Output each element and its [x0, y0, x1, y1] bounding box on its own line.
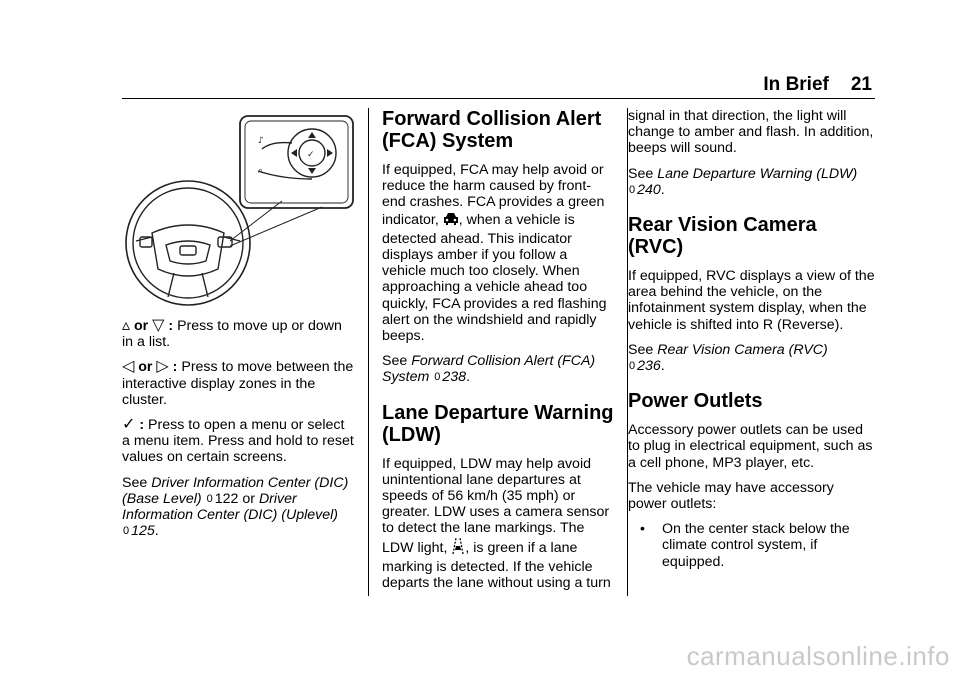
- see-word: See: [628, 341, 654, 358]
- select-paragraph: [122, 417, 354, 466]
- bullet-mark: •: [640, 521, 645, 538]
- dic-base-page-ref[interactable]: 122: [214, 490, 239, 507]
- page-ref-arrow-icon: 0: [123, 525, 130, 538]
- fca-text-a: If equipped, FCA may help avoid or reduce the harm caused by front-end crashes. FCA provides a green indicator,: [382, 162, 605, 228]
- up-arrow-icon: ▵: [122, 317, 131, 334]
- section-title: In Brief: [763, 74, 829, 95]
- rvc-see-paragraph: See Rear Vision Camera (RVC) 0 236.: [628, 341, 828, 375]
- rvc-heading: Rear Vision Camera (RVC): [628, 214, 817, 259]
- check-icon: ✓: [122, 416, 136, 434]
- fca-link[interactable]: Forward Collision Alert (FCA) System: [382, 353, 596, 386]
- bullet-text: On the center stack below the climate control system, if equipped.: [662, 521, 850, 570]
- power-paragraph-2: The vehicle may have accessory power outlets:: [628, 479, 834, 513]
- column-divider-1: [368, 108, 369, 596]
- rvc-paragraph: If equipped, RVC displays a view of the area behind the vehicle, on the infotainment system display, when the vehicle is shifted into R (Reverse).: [628, 268, 875, 333]
- steering-wheel-svg: [122, 113, 356, 313]
- see-word: See: [628, 165, 654, 182]
- see-word: See: [382, 353, 408, 370]
- ldw-text-a: If equipped, LDW may help avoid unintentional lane departures at speeds of 56 km/h (35 mph) or greater. LDW uses a camera sensor to detect the lane markings. The LDW light,: [382, 455, 610, 556]
- colon: :: [139, 417, 145, 434]
- colon: :: [172, 359, 178, 376]
- page-ref-arrow-icon: 0: [629, 183, 636, 196]
- svg-text:✓: ✓: [307, 150, 315, 160]
- ldw-text-b: , is green if a lane marking is detected. If the vehicle departs the lane without using a turn: [382, 539, 611, 592]
- or-word: or: [133, 318, 149, 334]
- or-word: or: [138, 359, 153, 376]
- ldw-link[interactable]: Lane Departure Warning (LDW): [657, 165, 858, 182]
- fca-page-ref[interactable]: 238: [442, 369, 467, 386]
- steering-wheel-illustration: [122, 113, 356, 313]
- svg-text:⌕: ⌕: [258, 166, 264, 176]
- fca-text-b: , when a vehicle is detected ahead. This indicator displays amber if you follow a vehicle much too closely. When approaching a vehicle ahead too quickly, FCA provides a red flashing alert on the windshield and rapidly beeps.: [382, 211, 607, 345]
- ldw-page-ref[interactable]: 240: [637, 181, 661, 198]
- ldw-paragraph: [382, 456, 614, 592]
- dic-uplevel-link[interactable]: Driver Information Center (DIC) (Uplevel): [122, 490, 339, 524]
- column-2: [382, 108, 614, 600]
- up-down-text: Press to move up or down in a list.: [122, 318, 342, 351]
- power-outlets-heading: Power Outlets: [628, 390, 763, 413]
- left-right-paragraph: [122, 359, 354, 408]
- select-text: Press to open a menu or select a menu item. Press and hold to reset values on certain screens.: [122, 417, 354, 466]
- list-item: [628, 521, 876, 570]
- dic-base-link[interactable]: Driver Information Center (DIC) (Base Level): [122, 474, 349, 507]
- column-1: [122, 318, 354, 548]
- ldw-continued-paragraph: signal in that direction, the light will change to amber and flash. In addition, beeps will sound.: [628, 108, 874, 157]
- lane-departure-icon: [451, 537, 465, 559]
- page-ref-arrow-icon: 0: [434, 371, 441, 384]
- fca-see-paragraph: See Forward Collision Alert (FCA) System 0 238.: [382, 353, 596, 386]
- fca-paragraph: [382, 162, 614, 344]
- power-paragraph-1: Accessory power outlets can be used to plug in electrical equipment, such as a cell phone, MP3 player, etc.: [628, 422, 873, 471]
- page-number: 21: [850, 74, 872, 95]
- page-ref-arrow-icon: 0: [206, 492, 213, 505]
- watermark: carmanualsonline.info: [686, 641, 950, 671]
- colon: :: [168, 318, 174, 334]
- see-dic-paragraph: See Driver Information Center (DIC) (Base Level) 0 122 or Driver Information Center (DIC) (Uplevel) 0 125.: [122, 474, 349, 540]
- rvc-page-ref[interactable]: 236: [637, 358, 661, 375]
- header-rule: [122, 98, 875, 99]
- left-arrow-icon: ◁: [122, 358, 135, 376]
- page-ref-arrow-icon: 0: [629, 360, 636, 373]
- see-word: See: [122, 474, 148, 491]
- down-arrow-icon: ▽: [152, 317, 165, 334]
- up-down-paragraph: [122, 318, 354, 350]
- svg-text:♪: ♪: [258, 136, 264, 146]
- ldw-heading: Lane Departure Warning (LDW): [382, 401, 614, 446]
- dic-uplevel-page-ref[interactable]: 125: [131, 523, 155, 540]
- or-word: or: [242, 490, 255, 507]
- column-3: [628, 108, 876, 570]
- rvc-link[interactable]: Rear Vision Camera (RVC): [657, 341, 828, 358]
- fca-heading: Forward Collision Alert (FCA) System: [382, 108, 602, 152]
- vehicle-ahead-icon: [443, 211, 459, 231]
- right-arrow-icon: ▷: [156, 358, 169, 376]
- ldw-see-paragraph: See Lane Departure Warning (LDW) 0 240.: [628, 165, 858, 198]
- page-header: [763, 74, 872, 96]
- left-right-text: Press to move between the interactive display zones in the cluster.: [122, 359, 354, 408]
